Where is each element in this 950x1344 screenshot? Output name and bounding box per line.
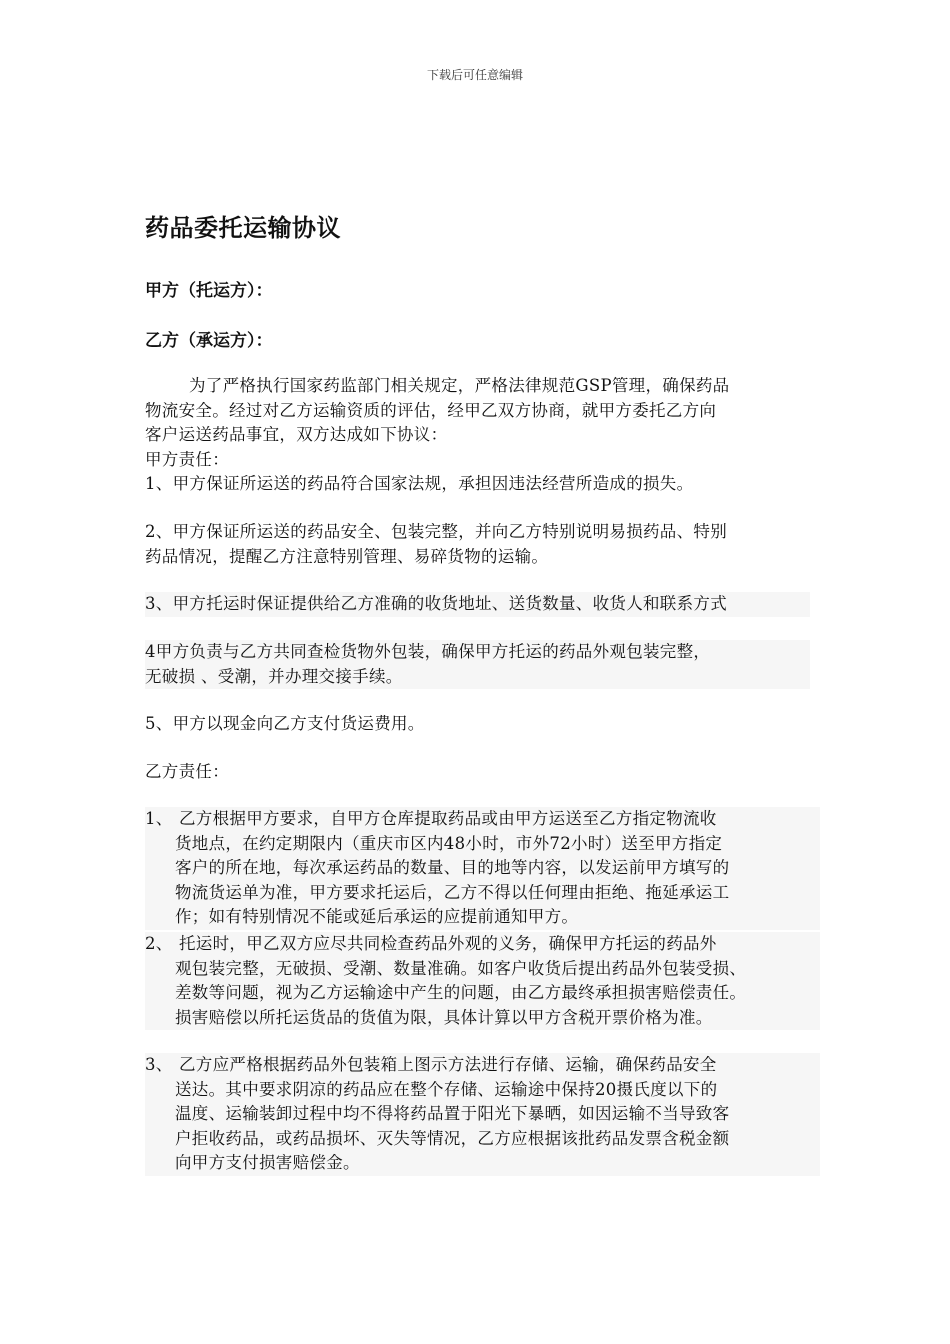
party-b-duty-2 xyxy=(145,932,820,1030)
item-number: 1、 xyxy=(145,809,173,828)
section-heading: 乙方责任： xyxy=(145,762,229,781)
party-b-duty-3 xyxy=(145,1053,820,1176)
item-number: 3、 xyxy=(145,1055,173,1074)
item-number: 2、 xyxy=(145,934,173,953)
intro-paragraph xyxy=(145,374,815,497)
duty-line: 药品情况，提醒乙方注意特别管理、易碎货物的运输。 xyxy=(145,546,549,566)
header-note: 下载后可任意编辑 xyxy=(426,68,523,82)
duty-line: 物流货运单为准，甲方要求托运后，乙方不得以任何理由拒绝、拖延承运工 xyxy=(175,882,730,902)
intro-line: 物流安全。经过对乙方运输资质的评估，经甲乙双方协商，就甲方委托乙方向 xyxy=(145,400,717,420)
party-b-duty-1 xyxy=(145,807,820,930)
duty-line: 托运时，甲乙双方应尽共同检查药品外观的义务，确保甲方托运的药品外 xyxy=(179,934,717,953)
party-a-duty-1: 1、甲方保证所运送的药品符合国家法规，承担因违法经营所造成的损失。 xyxy=(145,474,694,493)
party-b-label: 乙方（承运方）： xyxy=(145,331,273,351)
party-a-duty-3 xyxy=(145,592,810,617)
duty-line: 差数等问题，视为乙方运输途中产生的问题，由乙方最终承担损害赔偿责任。 xyxy=(175,983,747,1002)
duty-line: 4甲方负责与乙方共同查检货物外包装，确保甲方托运的药品外观包装完整， xyxy=(145,642,711,661)
duty-line: 无破损 、受潮，并办理交接手续。 xyxy=(145,666,403,686)
duty-line: 向甲方支付损害赔偿金。 xyxy=(175,1153,360,1172)
duty-line: 货地点，在约定期限内（重庆市区内48小时，市外72小时）送至甲方指定 xyxy=(175,833,723,853)
party-b-duties-heading xyxy=(145,760,815,785)
party-a-duty-2 xyxy=(145,520,815,569)
party-a-duty-5 xyxy=(145,712,815,737)
duty-line: 5、甲方以现金向乙方支付货运费用。 xyxy=(145,714,425,733)
duty-line: 乙方应严格根据药品外包装箱上图示方法进行存储、运输，确保药品安全 xyxy=(179,1055,717,1074)
duty-line: 户拒收药品，或药品损坏、灭失等情况，乙方应根据该批药品发票含税金额 xyxy=(175,1128,730,1148)
party-a-duty-4 xyxy=(145,640,810,689)
party-a-duties-heading: 甲方责任： xyxy=(145,449,229,469)
duty-line: 送达。其中要求阴凉的药品应在整个存储、运输途中保持20摄氏度以下的 xyxy=(175,1079,718,1099)
duty-line: 损害赔偿以所托运货品的货值为限，具体计算以甲方含税开票价格为准。 xyxy=(175,1007,713,1027)
duty-line: 客户的所在地，每次承运药品的数量、目的地等内容，以发运前甲方填写的 xyxy=(175,858,730,877)
duty-line: 观包装完整，无破损、受潮、数量准确。如客户收货后提出药品外包装受损、 xyxy=(175,958,747,978)
duty-line: 温度、运输装卸过程中均不得将药品置于阳光下暴晒，如因运输不当导致客 xyxy=(175,1104,730,1123)
party-a-label: 甲方（托运方）： xyxy=(145,281,273,301)
duty-line: 作；如有特别情况不能或延后承运的应提前通知甲方。 xyxy=(175,907,579,926)
duty-line: 2、甲方保证所运送的药品安全、包装完整，并向乙方特别说明易损药品、特别 xyxy=(145,522,727,541)
intro-line: 为了严格执行国家药监部门相关规定，严格法律规范GSP管理，确保药品 xyxy=(189,376,730,395)
intro-line: 客户运送药品事宜，双方达成如下协议： xyxy=(145,425,448,444)
duty-line: 3、甲方托运时保证提供给乙方准确的收货地址、送货数量、收货人和联系方式 xyxy=(145,594,727,613)
duty-line: 乙方根据甲方要求，自甲方仓库提取药品或由甲方运送至乙方指定物流收 xyxy=(179,809,717,828)
document-title: 药品委托运输协议 xyxy=(145,214,341,242)
